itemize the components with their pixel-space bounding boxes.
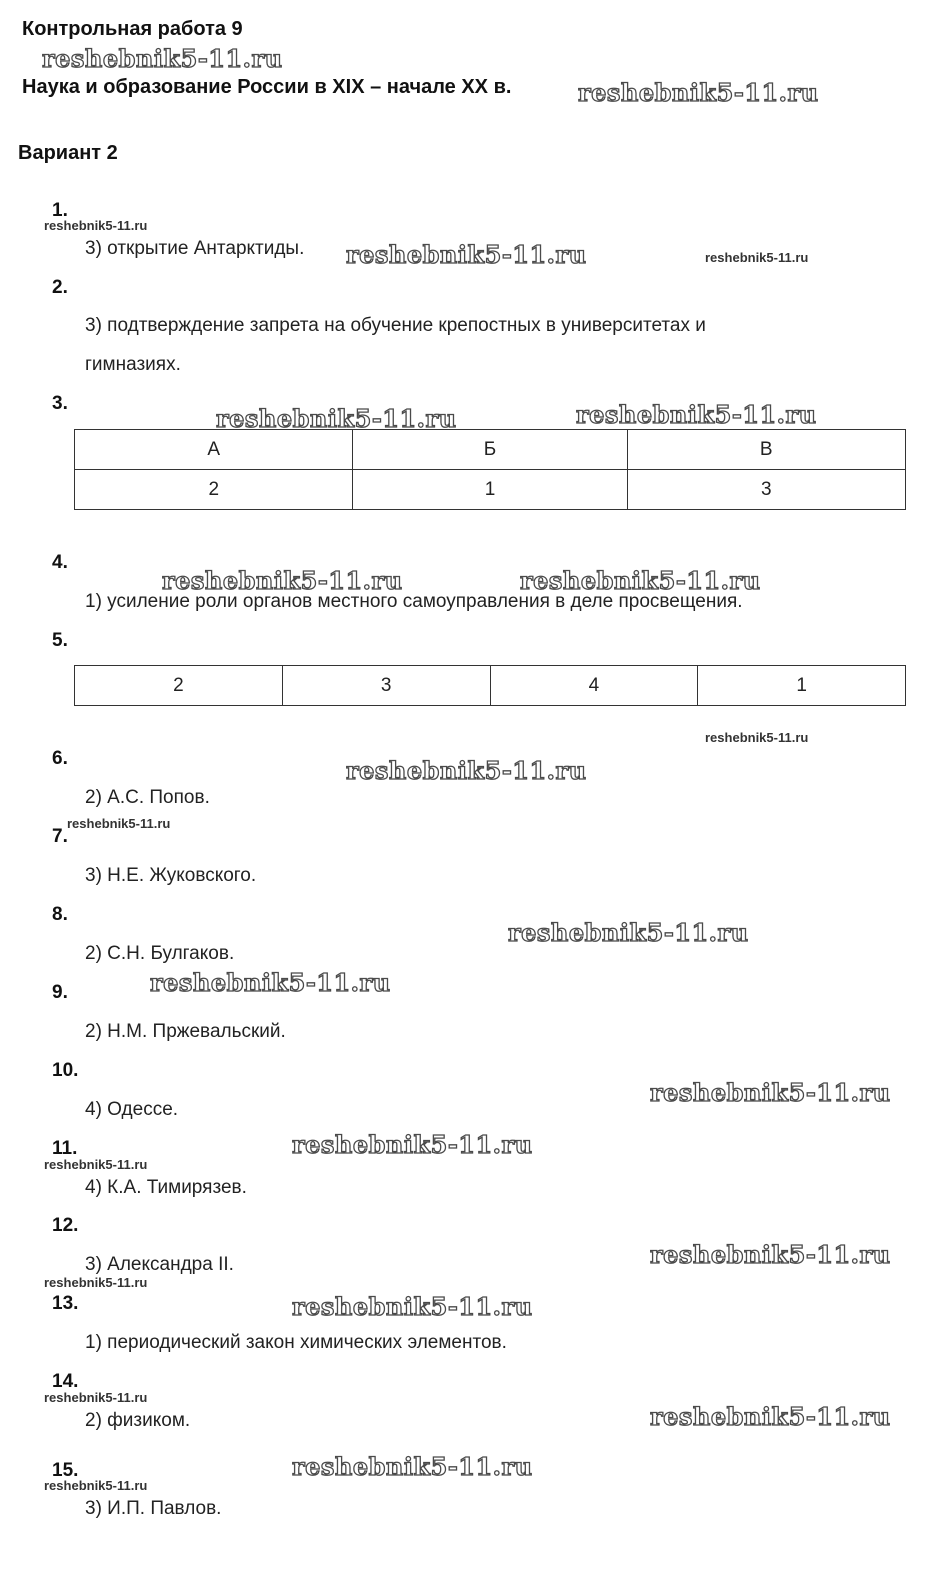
watermark: reshebnik5-11.ru: [292, 1292, 533, 1321]
table-cell: 1: [353, 470, 627, 510]
answer-text-continued: гимназиях.: [85, 354, 181, 375]
watermark: reshebnik5-11.ru: [346, 240, 587, 269]
watermark: reshebnik5-11.ru: [346, 756, 587, 785]
answer-table-5: [74, 665, 906, 706]
watermark: reshebnik5-11.ru: [650, 1240, 891, 1269]
question-number: 4.: [52, 552, 68, 573]
table-header-row: [75, 430, 906, 470]
watermark: reshebnik5-11.ru: [650, 1078, 891, 1107]
table-header-cell: Б: [353, 430, 627, 470]
table-cell: 4: [490, 666, 698, 706]
watermark: reshebnik5-11.ru: [44, 1275, 148, 1290]
table-row: [75, 470, 906, 510]
answer-text: 2) Н.М. Пржевальский.: [85, 1021, 286, 1042]
answer-text: 3) Н.Е. Жуковского.: [85, 865, 257, 886]
answer-text: 4) К.А. Тимирязев.: [85, 1177, 247, 1198]
watermark: reshebnik5-11.ru: [705, 730, 809, 745]
watermark: reshebnik5-11.ru: [44, 1157, 148, 1172]
question-number: 15.: [52, 1460, 79, 1481]
question-number: 11.: [52, 1138, 78, 1159]
answer-text: 2) С.Н. Булгаков.: [85, 943, 235, 964]
question-number: 1.: [52, 200, 68, 221]
watermark: reshebnik5-11.ru: [44, 1478, 148, 1493]
table-header-cell: А: [75, 430, 353, 470]
table-cell: 3: [282, 666, 490, 706]
watermark: reshebnik5-11.ru: [576, 400, 817, 429]
table-header-cell: В: [627, 430, 906, 470]
variant-label: Вариант 2: [18, 142, 118, 164]
answer-text: 1) усиление роли органов местного самоуправления в деле просвещения.: [85, 591, 743, 612]
question-number: 14.: [52, 1371, 79, 1392]
watermark: reshebnik5-11.ru: [650, 1402, 891, 1431]
answer-text: 3) Александра II.: [85, 1254, 234, 1275]
watermark: reshebnik5-11.ru: [67, 816, 171, 831]
question-number: 2.: [52, 277, 68, 298]
question-number: 13.: [52, 1293, 79, 1314]
topic-title: Наука и образование России в XIX – начале XX в.: [22, 76, 512, 98]
question-number: 3.: [52, 393, 68, 414]
question-number: 7.: [52, 826, 68, 847]
answer-text: 4) Одессе.: [85, 1099, 179, 1120]
answer-text: 3) открытие Антарктиды.: [85, 238, 305, 259]
question-number: 6.: [52, 748, 68, 769]
watermark: reshebnik5-11.ru: [508, 918, 749, 947]
answer-text: 3) подтверждение запрета на обучение крепостных в университетах и: [85, 315, 706, 336]
watermark: reshebnik5-11.ru: [578, 78, 819, 107]
answer-text: 2) физиком.: [85, 1410, 191, 1431]
table-row: [75, 666, 906, 706]
work-title: Контрольная работа 9: [22, 18, 243, 40]
watermark: reshebnik5-11.ru: [42, 44, 283, 73]
question-number: 10.: [52, 1060, 79, 1081]
table-cell: 2: [75, 470, 353, 510]
answer-text: 3) И.П. Павлов.: [85, 1498, 222, 1519]
watermark: reshebnik5-11.ru: [520, 566, 761, 595]
watermark: reshebnik5-11.ru: [44, 1390, 148, 1405]
answer-text: 1) периодический закон химических элементов.: [85, 1332, 507, 1353]
question-number: 5.: [52, 630, 68, 651]
watermark: reshebnik5-11.ru: [705, 250, 809, 265]
table-cell: 3: [627, 470, 906, 510]
answer-text: 2) А.С. Попов.: [85, 787, 210, 808]
watermark: reshebnik5-11.ru: [44, 218, 148, 233]
watermark: reshebnik5-11.ru: [216, 404, 457, 433]
watermark: reshebnik5-11.ru: [292, 1130, 533, 1159]
watermark: reshebnik5-11.ru: [150, 968, 391, 997]
watermark: reshebnik5-11.ru: [162, 566, 403, 595]
question-number: 8.: [52, 904, 68, 925]
watermark: reshebnik5-11.ru: [292, 1452, 533, 1481]
question-number: 9.: [52, 982, 68, 1003]
table-cell: 2: [75, 666, 283, 706]
table-cell: 1: [698, 666, 906, 706]
question-number: 12.: [52, 1215, 79, 1236]
answer-table-3: [74, 429, 906, 510]
